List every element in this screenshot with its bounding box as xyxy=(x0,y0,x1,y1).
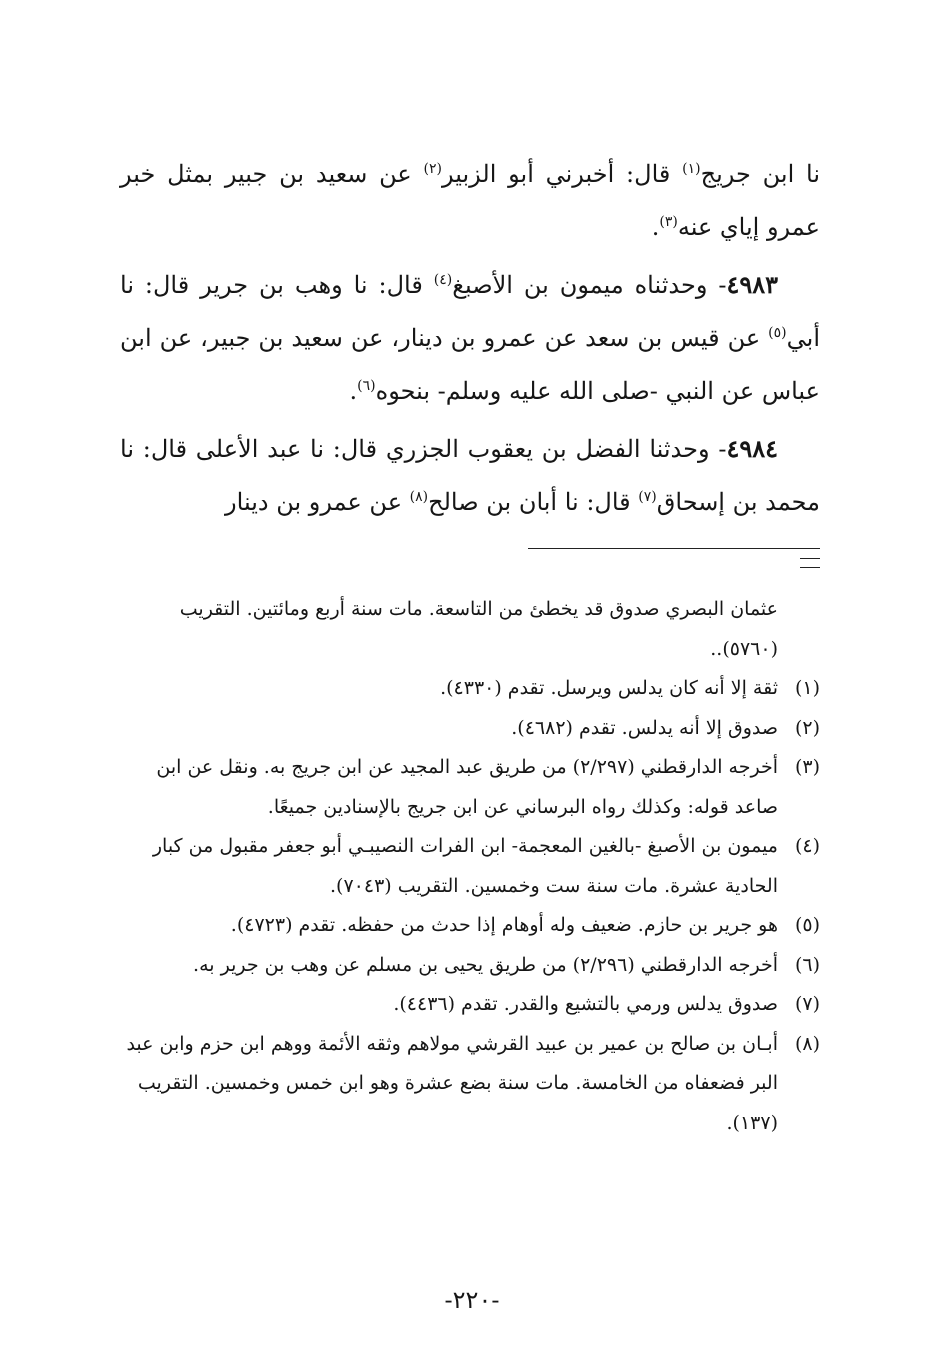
footnote-text: أبـان بن صالح بن عمير بن عبيد القرشي مولاهم وثقه الأئمة ووهم ابن حزم وابن عبد البر فضعفاه من الخامسة. مات سنة بضع عشرة وهو ابن خمس وخمسين. التقريب (١٣٧). xyxy=(126,1032,778,1134)
footnote-label: (٤) xyxy=(794,835,820,857)
text-segment: عن سعيد بن جبير بمثل خبر عمرو إياي عنه xyxy=(120,160,820,241)
footnote-reference: (٣) xyxy=(659,214,678,230)
hadith-number: ٤٩٨٣ xyxy=(726,270,779,299)
footnote-label: (٦) xyxy=(794,953,820,976)
footnote-label: (١) xyxy=(794,677,820,699)
footnote xyxy=(108,709,820,749)
page-number: -٢٢٠- xyxy=(444,1286,500,1314)
footnote xyxy=(108,946,820,986)
hadith-paragraph xyxy=(120,148,820,254)
main-text xyxy=(120,148,820,533)
footnote-reference: (٤) xyxy=(433,272,453,288)
footnote-reference: (٨) xyxy=(409,489,429,505)
footnote xyxy=(108,1025,820,1144)
footnote xyxy=(108,985,820,1025)
text-segment: - وحدثنا الفضل بن يعقوب الجزري قال: نا عبد الأعلى قال: نا محمد بن إسحاق xyxy=(120,435,820,516)
hadith-paragraph xyxy=(120,258,820,418)
footnote-reference: (٥) xyxy=(768,325,787,341)
text-segment: - وحدثناه ميمون بن الأصبغ xyxy=(452,271,727,299)
footnote-reference: (٦) xyxy=(357,378,376,394)
hadith-number: ٤٩٨٤ xyxy=(726,434,778,463)
footnote xyxy=(108,906,820,946)
footnote-text: هو جرير بن حازم. ضعيف وله أوهام إذا حدث من حفظه. تقدم (٤٧٢٣). xyxy=(230,914,778,936)
footnote-text: ثقة إلا أنه كان يدلس ويرسل. تقدم (٤٣٣٠). xyxy=(440,677,778,699)
footnote-reference: (٢) xyxy=(423,161,442,177)
footnote xyxy=(108,748,820,827)
footnote-label: (٢) xyxy=(794,716,820,739)
text-segment: قال: نا أبان بن صالح xyxy=(428,488,639,516)
text-segment: . xyxy=(349,377,358,405)
footnote-label: (٧) xyxy=(794,993,820,1015)
footnote-text: أخرجه الدارقطني (٢/٢٩٧) من طريق عبد المجيد عن ابن جريج به. ونقل عن ابن صاعد قوله: وكذلك رواه البرساني عن ابن جريج بالإسنادين جميعًا. xyxy=(156,756,778,818)
text-segment: نا ابن جريج xyxy=(700,160,820,188)
footnote-reference: (١) xyxy=(682,161,701,177)
footnote-text: صدوق يدلس ورمي بالتشيع والقدر. تقدم (٤٤٣٦). xyxy=(393,993,778,1015)
footnote-text: صدوق إلا أنه يدلس. تقدم (٤٦٨٢). xyxy=(511,716,778,739)
text-segment: قال: أخبرني أبو الزبير xyxy=(441,160,683,188)
footnote-text: ميمون بن الأصبغ -بالغين المعجمة- ابن الفرات النصيبـي أبو جعفر مقبول من كبار الحادية عشرة. مات سنة ست وخمسين. التقريب (٧٠٤٣). xyxy=(152,835,778,897)
text-segment: . xyxy=(651,213,660,241)
hadith-paragraph xyxy=(120,422,820,529)
footnote-continuation: عثمان البصري صدوق قد يخطئ من التاسعة. مات سنة أربع ومائتين. التقريب (٥٧٦٠).. xyxy=(179,598,778,660)
footnotes xyxy=(108,590,820,1143)
footnote-continuation-mark xyxy=(800,558,820,568)
text-segment: عن قيس بن سعد عن عمرو بن دينار، عن سعيد بن جبير، عن ابن عباس عن النبي -صلى الله عليه وسلم- بنحوه xyxy=(120,324,820,405)
text-segment: عن عمرو بن دينار xyxy=(225,488,410,516)
footnote-label: (٥) xyxy=(794,914,820,936)
footnote-reference: (٧) xyxy=(638,489,657,505)
footnote-label: (٨) xyxy=(794,1032,820,1055)
footnote xyxy=(108,669,820,709)
text-segment: قال: نا وهب بن جرير قال: نا أبي xyxy=(120,271,820,352)
footnote-text: أخرجه الدارقطني (٢/٢٩٦) من طريق يحيى بن مسلم عن وهب بن جرير به. xyxy=(193,953,778,976)
footnote xyxy=(108,827,820,906)
footnote-label: (٣) xyxy=(794,756,820,778)
footnote-separator xyxy=(528,548,820,549)
